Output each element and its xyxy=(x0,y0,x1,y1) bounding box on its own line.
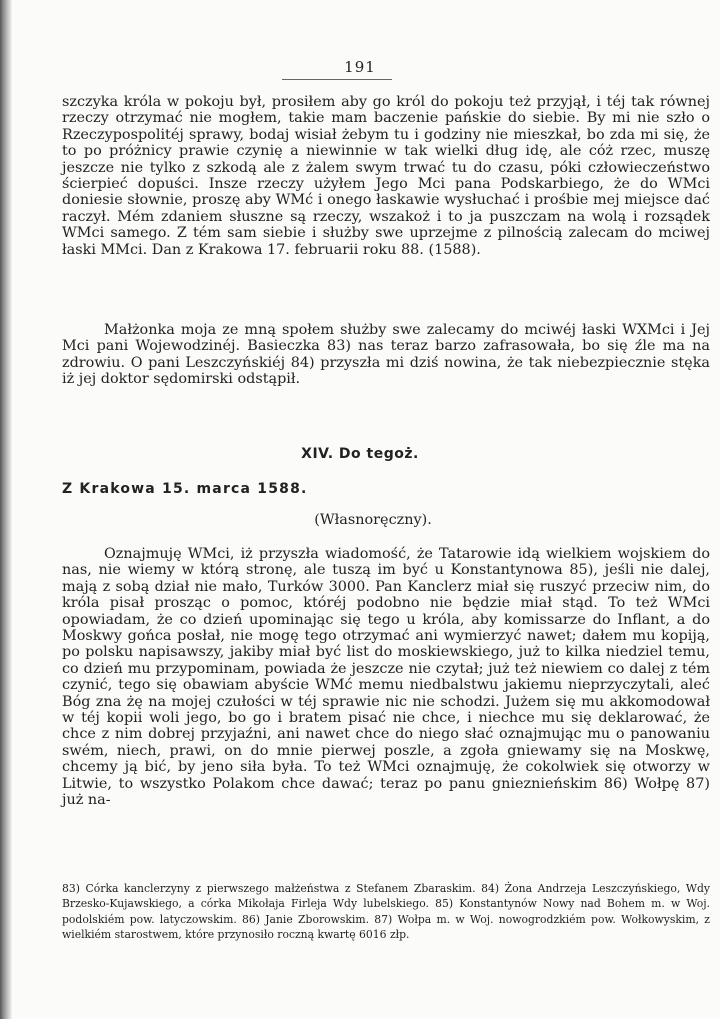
section-heading: XIV. Do tegoż. xyxy=(301,446,419,462)
paragraph-continuation: szczyka króla w pokoju był, prosiłem aby go król do pokoju też przyjął, i téj tak równej rzeczy otrzymać nie mogłem, takie mam baczenie pańskie do siebie. By mi nie szło o Rzeczypospolitéj sprawy, bodaj wisiał żebym tu i godziny nie mieszkał, bo zda mi się, że to po próżnicy prawie czynię a niewinnie w tak wielki dług idę, ale cóż rzec, muszę jeszcze nie tylko z szkodą ale z żalem swym trwać tu do czasu, póki człowieczeństwo ścierpieć dopuści. Insze rzeczy użyłem Jego Mci pana Podskarbiego, że do WMci doniesie słownie, proszę aby WMć i onego łaskawie wysłuchać i prośbie mej miejsce dać raczył. Mém zdaniem słuszne są rzeczy, wszakoż i to ja puszczam na wolą i rozsądek WMci samego. Z tém sam siebie i służby swe uprzejme z pilnością zalecam do mciwej łaski MMci. Dan z Krakowa 17. februarii roku 88. (1588). xyxy=(62,94,710,258)
page-number-rule xyxy=(282,79,392,80)
autograph-note: (Własnoręczny). xyxy=(314,512,432,528)
letter-dateline: Z Krakowa 15. marca 1588. xyxy=(62,481,308,497)
letter-body: Oznajmuję WMci, iż przyszła wiadomość, że Tatarowie idą wielkiem wojskiem do nas, nie wiemy w którą stronę, ale tuszą im być u Konstantynowa 85), jeśli nie dalej, mają z sobą dział nie mało, Turków 3000. Pan Kanclerz miał się ruszyć przeciw nim, do króla pisał prosząc o pomoc, któréj podobno nie będzie miał stąd. To też WMci opowiadam, że co dzień upominając się tego u króla, aby komissarze do Inflant, a do Moskwy gońca posłał, nie mogę tego otrzymać ani wymierzyć nawet; dałem mu kopiją, po polsku napisawszy, jakiby miał być list do moskiewskiego, już to kilka niedziel temu, co dzień mu przypominam, powiada że jeszcze nie czytał; już też niewiem co dalej z tém czynić, tego się obawiam abyście WMć memu niedbalstwu jakiemu nieprzyczytali, aleć Bóg zna żę na mojej czułości w téj sprawie nic nie schodzi. Jużem się mu akkomodował w téj kopii woli jego, bo go i bratem pisać nie chce, i niechce mu się deklarować, że chce z nim dobrej przyjaźni, ani nawet chce do niego słać oznajmując mu o panowaniu swém, niech, prawi, on do mnie pierwej poszle, a zgoła gniewamy się na Moskwę, chcemy ją bić, by jeno siła była. To też WMci oznajmuję, że cokolwiek się otworzy w Litwie, to wszystko Polakom chce dawać; teraz po panu gnieznieńskim 86) Wołpę 87) już na- xyxy=(62,546,710,809)
page-binding-edge xyxy=(0,0,12,1019)
page-number: 191 xyxy=(344,58,376,76)
footnotes: 83) Córka kanclerzyny z pierwszego małżeństwa z Stefanem Zbaraskim. 84) Żona Andrzeja Leszczyńskiego, Wdy Brzesko-Kujawskiego, a córka Mikołaja Firleja Wdy lubelskiego. 85) Konstantynów Nowy nad Bohem m. w Woj. podolskiém pow. latyczowskim. 86) Janie Zborowskim. 87) Wołpa m. w Woj. nowogrodzkiém pow. Wołkowyskim, z wielkiém starostwem, które przynosiło roczną kwartę 6016 złp. xyxy=(62,882,710,941)
paragraph-postscript: Małżonka moja ze mną społem służby swe zalecamy do mciwéj łaski WXMci i Jej Mci pani Wojewodzinéj. Basieczka 83) nas teraz barzo zafrasowała, bo się źle ma na zdrowiu. O pani Leszczyńskiéj 84) przyszła mi dziś nowina, że tak niebezpiecznie stęka iż jej doktor sędomirski odstąpił. xyxy=(62,322,710,388)
